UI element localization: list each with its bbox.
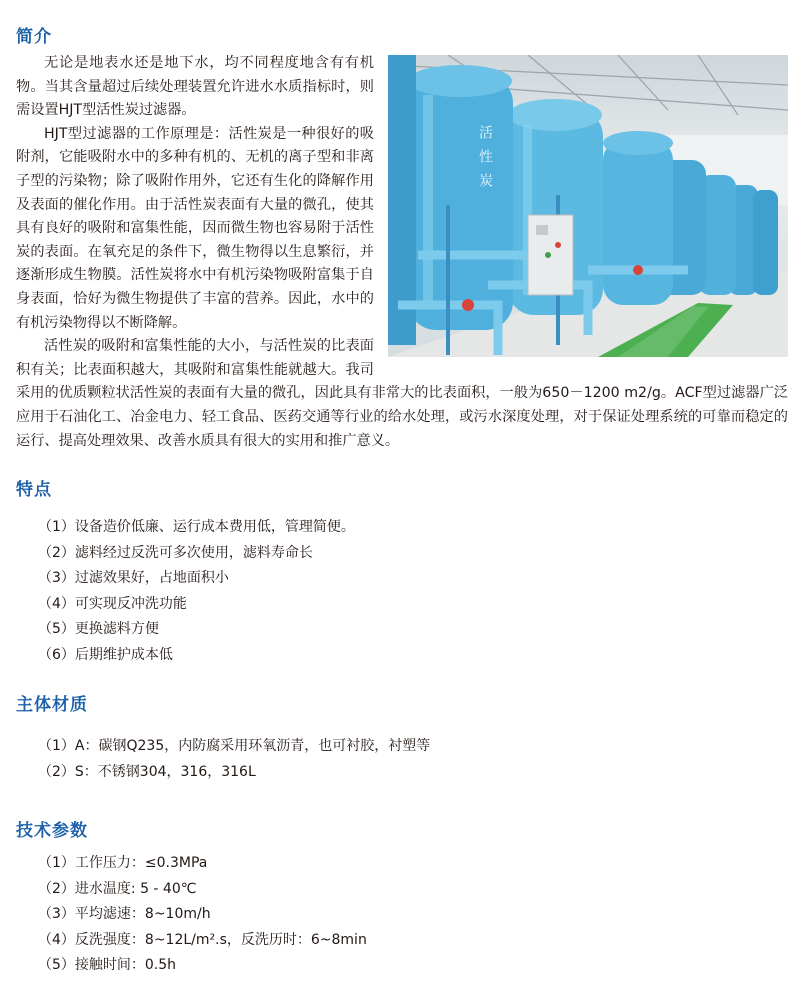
- list-item: （2）S：不锈钢304，316，316L: [38, 763, 256, 780]
- tank-label: 活性炭: [478, 125, 494, 197]
- material-list: [38, 734, 430, 785]
- list-item: （1）工作压力：≤0.3MPa: [38, 855, 208, 871]
- list-item: （2）滤料经过反洗可多次使用，滤料寿命长: [38, 544, 313, 561]
- list-item: （3）平均滤速：8~10m/h: [38, 906, 211, 922]
- intro-paragraph-1: 无论是地表水还是地下水，均不同程度地含有有机物。当其含量超过后续处理装置允许进水水质指标时，则需设置HJT型活性炭过滤器。: [16, 55, 374, 119]
- intro-paragraph-2: HJT型过滤器的工作原理是：活性炭是一种很好的吸附剂，它能吸附水中的多种有机的、无机的离子型和非离子型的污染物；除了吸附作用外，它还有生化的降解作用及表面的催化作用。由于活性炭表面有大量的微孔，使其具有良好的吸附和富集性能，因而微生物也容易附于活性炭的表面。在氧充足的条件下，微生物得以生息繁衍，并逐渐形成生物膜。活性炭将水中有机污染物吸附富集于自身表面，恰好为微生物提供了丰富的营养。因此，水中的有机污染物得以不断降解。: [16, 125, 374, 331]
- intro-title: 简介: [16, 27, 52, 47]
- list-item: （4）可实现反冲洗功能: [38, 595, 187, 612]
- features-list: [38, 515, 355, 668]
- material-title: 主体材质: [16, 695, 88, 715]
- list-item: （5）更换滤料方便: [38, 621, 159, 637]
- intro-paragraph-3: 活性炭的吸附和富集性能的大小，与活性炭的比表面积有关；比表面积越大，其吸附和富集性能就越大。我司采用的优质颗粒状活性炭的表面有大量的微孔，因此具有非常大的比表面积，一般为650－1200 m2/g。ACF型过滤器广泛应用于石油化工、冶金电力、轻工食品、医药交通等行业的给水处理，或污水深度处理，对于保证处理系统的可靠而稳定的运行、提高处理效果、改善水质具有很大的实用和推广意义。: [16, 338, 788, 449]
- list-item: （1）A：碳钢Q235，内防腐采用环氧沥青，也可衬胶，衬塑等: [38, 738, 431, 754]
- list-item: （5）接触时间：0.5h: [38, 957, 177, 973]
- list-item: （4）反洗强度：8~12L/m².s，反洗历时：6~8min: [38, 931, 367, 948]
- product-photo: [388, 55, 788, 357]
- list-item: （2）进水温度: 5 - 40℃: [38, 880, 197, 897]
- tech-title: 技术参数: [16, 821, 88, 841]
- tech-list: [38, 851, 367, 979]
- list-item: （3）过滤效果好，占地面积小: [38, 570, 229, 586]
- list-item: （1）设备造价低廉、运行成本费用低，管理简便。: [38, 519, 355, 535]
- list-item: （6）后期维护成本低: [38, 646, 173, 663]
- intro-body: [16, 52, 788, 453]
- features-title: 特点: [16, 480, 52, 500]
- filter-tanks-image: [388, 55, 788, 357]
